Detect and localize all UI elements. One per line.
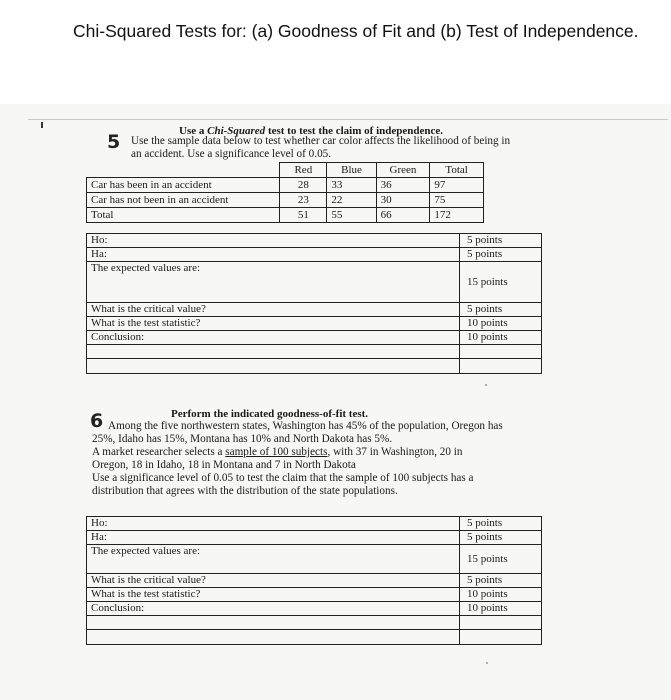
- answer-row-expected: [87, 262, 542, 303]
- statistic-points: 10 points: [460, 317, 542, 331]
- q5-line-1: Use the sample data below to test whether car color affects the likelihood of being in: [131, 135, 511, 147]
- blank-cell: [87, 345, 460, 359]
- critical-points: 5 points: [460, 574, 542, 588]
- expected-label: The expected values are:: [87, 545, 460, 574]
- expected-points: 15 points: [460, 545, 542, 574]
- conclusion-points: 10 points: [460, 331, 542, 345]
- table-cell: 51: [280, 208, 327, 223]
- q6-line-5: Use a significance level of 0.05 to test the claim that the sample of 100 subjects has a: [92, 472, 474, 484]
- table-cell: 23: [280, 193, 327, 208]
- answer-row-expected: [87, 545, 542, 574]
- answer-row-critical: [87, 303, 542, 317]
- answer-row-blank: [87, 345, 542, 359]
- q5-line-2: an accident. Use a significance level of 0.05.: [131, 148, 332, 160]
- table-row: [87, 178, 484, 193]
- ho-points: 5 points: [460, 517, 542, 531]
- q6-line-6: distribution that agrees with the distribution of the state populations.: [92, 485, 398, 497]
- table-header-row: [87, 163, 484, 178]
- scan-speck: [485, 384, 487, 386]
- table-header-cell: [87, 163, 280, 178]
- table-cell: 55: [327, 208, 376, 223]
- statistic-label: What is the test statistic?: [87, 588, 460, 602]
- q6-line-3: [92, 446, 562, 459]
- table-cell: 66: [376, 208, 430, 223]
- q6-paragraph: [92, 420, 562, 498]
- expected-points: 15 points: [460, 262, 542, 303]
- table-cell: 33: [327, 178, 376, 193]
- ha-label: Ha:: [87, 531, 460, 545]
- table-cell: 36: [376, 178, 430, 193]
- q5-answer-table: [86, 233, 542, 374]
- q6-line-3-underlined: sample of 100 subjects: [225, 446, 328, 458]
- blank-cell: [87, 616, 460, 630]
- ha-points: 5 points: [460, 248, 542, 262]
- table-cell: 28: [280, 178, 327, 193]
- page-title: Chi-Squared Tests for: (a) Goodness of Fit and (b) Test of Independence.: [73, 21, 639, 41]
- conclusion-label: Conclusion:: [87, 602, 460, 616]
- q5-paragraph: [131, 135, 510, 161]
- q5-number: 5: [107, 131, 121, 153]
- q6-line-3-b: , with 37 in Washington, 20 in: [327, 446, 463, 458]
- table-cell: 75: [430, 193, 484, 208]
- scan-speck: [486, 662, 488, 664]
- q6-line-1: Among the five northwestern states, Washington has 45% of the population, Oregon has: [108, 420, 503, 432]
- ha-points: 5 points: [460, 531, 542, 545]
- answer-row-ha: [87, 248, 542, 262]
- table-header-cell: Total: [430, 163, 484, 178]
- answer-row-conclusion: [87, 602, 542, 616]
- answer-row-ho: [87, 234, 542, 248]
- answer-row-statistic: [87, 317, 542, 331]
- table-header-cell: Red: [280, 163, 327, 178]
- answer-row-conclusion: [87, 331, 542, 345]
- table-header-cell: Green: [376, 163, 430, 178]
- blank-cell: [460, 359, 542, 374]
- table-cell: Car has been in an accident: [87, 178, 280, 193]
- answer-row-blank: [87, 616, 542, 630]
- answer-row-critical: [87, 574, 542, 588]
- blank-cell: [460, 616, 542, 630]
- table-cell: 172: [430, 208, 484, 223]
- answer-row-ha: [87, 531, 542, 545]
- blank-cell: [460, 345, 542, 359]
- q5-data-table: [86, 162, 484, 223]
- q6-line-4: Oregon, 18 in Idaho, 18 in Montana and 7 in North Dakota: [92, 459, 356, 471]
- q6-line-3-a: A market researcher selects a: [92, 446, 226, 458]
- blank-cell: [87, 630, 460, 645]
- ho-label: Ho:: [87, 517, 460, 531]
- critical-label: What is the critical value?: [87, 303, 460, 317]
- q6-number: 6: [90, 410, 104, 432]
- ho-points: 5 points: [460, 234, 542, 248]
- conclusion-points: 10 points: [460, 602, 542, 616]
- q6-heading: Perform the indicated goodness-of-fit test.: [171, 408, 369, 420]
- scan-top-rule: [28, 119, 668, 120]
- ha-label: Ha:: [87, 248, 460, 262]
- table-row: [87, 193, 484, 208]
- statistic-points: 10 points: [460, 588, 542, 602]
- table-cell: 30: [376, 193, 430, 208]
- table-cell: 97: [430, 178, 484, 193]
- blank-cell: [87, 359, 460, 374]
- expected-label: The expected values are:: [87, 262, 460, 303]
- table-header-cell: Blue: [327, 163, 376, 178]
- table-row: [87, 208, 484, 223]
- blank-cell: [460, 630, 542, 645]
- conclusion-label: Conclusion:: [87, 331, 460, 345]
- ho-label: Ho:: [87, 234, 460, 248]
- answer-row-blank: [87, 630, 542, 645]
- answer-row-ho: [87, 517, 542, 531]
- table-cell: Total: [87, 208, 280, 223]
- answer-row-blank: [87, 359, 542, 374]
- q5-heading-rest: test to test the claim of independence.: [265, 125, 443, 137]
- table-cell: Car has not been in an accident: [87, 193, 280, 208]
- statistic-label: What is the test statistic?: [87, 317, 460, 331]
- critical-label: What is the critical value?: [87, 574, 460, 588]
- critical-points: 5 points: [460, 303, 542, 317]
- table-cell: 22: [327, 193, 376, 208]
- q5-heading-italic: Chi-Squared: [207, 125, 266, 137]
- q6-answer-table: [86, 516, 542, 645]
- answer-row-statistic: [87, 588, 542, 602]
- scan-mark: [41, 122, 43, 128]
- q6-line-2: 25%, Idaho has 15%, Montana has 10% and North Dakota has 5%.: [92, 433, 393, 445]
- q5-heading-prefix: Use a: [179, 125, 208, 137]
